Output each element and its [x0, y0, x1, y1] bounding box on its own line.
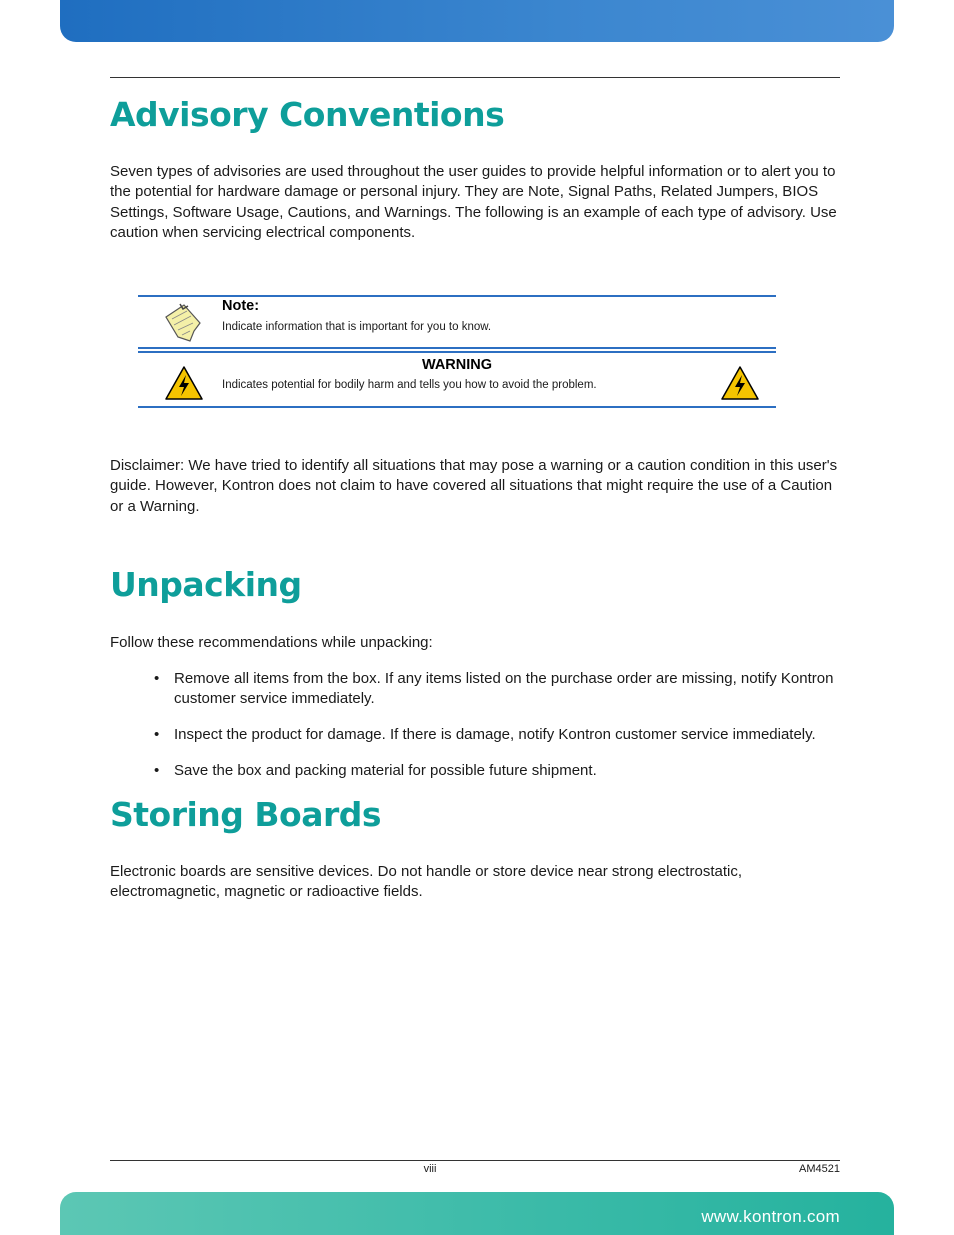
disclaimer-text: Disclaimer: We have tried to identify all situations that may pose a warning or a caution condition in this user's guide. However, Kontron does not claim to have covered all situations that might require the use of a Caution or a Warning.: [110, 457, 838, 515]
warning-advisory-box: [138, 351, 776, 408]
high-voltage-warning-icon: [720, 365, 760, 406]
storing-boards-text: Electronic boards are sensitive devices. Do not handle or store device near strong electrostatic, electromagnetic, magnetic or radioactive fields.: [110, 863, 742, 901]
list-item-text: Remove all items from the box. If any items listed on the purchase order are missing, notify Kontron customer service immediately.: [174, 670, 834, 708]
document-id: AM4521: [799, 1163, 840, 1175]
bullet-marker: •: [154, 726, 160, 744]
footer-divider: [110, 1160, 840, 1161]
header-divider: [110, 77, 840, 78]
note-text: Indicate information that is important for you to know.: [222, 321, 492, 333]
warning-title: WARNING: [421, 357, 493, 373]
page-number: viii: [423, 1163, 437, 1175]
heading-advisory-conventions: Advisory Conventions: [110, 95, 505, 134]
note-title: Note:: [222, 298, 260, 314]
unpacking-intro-text: Follow these recommendations while unpacking:: [110, 634, 433, 651]
advisory-intro-text: Seven types of advisories are used throughout the user guides to provide helpful information or to alert you to the potential for hardware damage or personal injury. They are Note, Signal Paths, Related Jumpers, BIOS Settings, Software Usage, Cautions, and Warnings. The following is an example of each type of advisory. Use caution when servicing electrical components.: [110, 163, 837, 241]
footer-banner: [60, 1192, 894, 1235]
unpacking-list: [154, 669, 844, 797]
header-banner: [60, 0, 894, 42]
list-item-text: Save the box and packing material for possible future shipment.: [174, 761, 597, 779]
list-item: [154, 669, 844, 710]
bullet-marker: •: [154, 670, 160, 687]
list-item-text: Inspect the product for damage. If there is damage, notify Kontron customer service immediately.: [174, 726, 816, 744]
note-paper-icon: [160, 301, 204, 350]
bullet-marker: •: [154, 761, 160, 779]
warning-text: Indicates potential for bodily harm and tells you how to avoid the problem.: [222, 379, 597, 391]
heading-unpacking: Unpacking: [110, 565, 302, 604]
heading-storing-boards: Storing Boards: [110, 795, 382, 834]
website-link[interactable]: www.kontron.com: [701, 1207, 840, 1226]
list-item: [154, 725, 844, 745]
list-item: [154, 761, 844, 781]
note-advisory-box: [138, 295, 776, 349]
